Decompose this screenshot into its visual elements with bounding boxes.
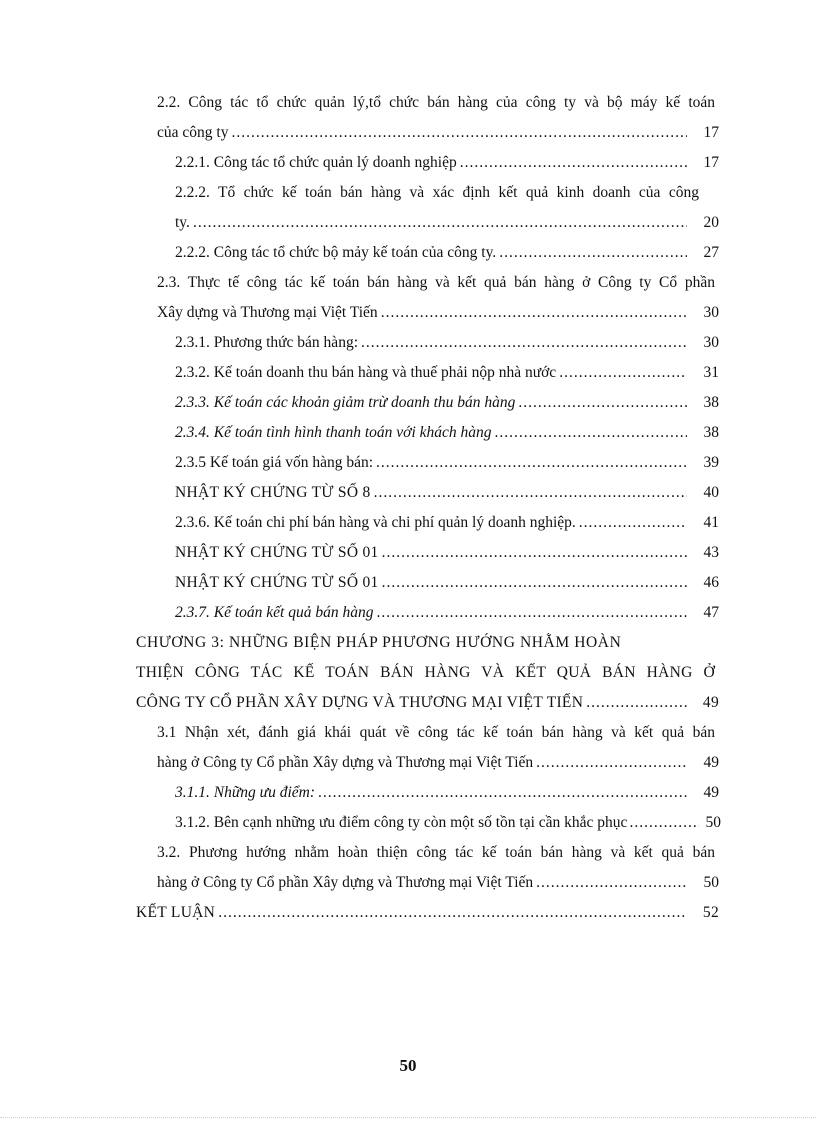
dot-leader — [536, 748, 687, 778]
toc-page-number: 40 — [703, 484, 719, 501]
toc-entry-2-3-line1: 2.3. Thực tế công tác kế toán bán hàng và kết quả bán hàng ở Công ty Cổ phần — [157, 274, 715, 291]
toc-entry-2-3-4 — [175, 418, 719, 448]
dot-leader — [318, 778, 687, 808]
page-bottom-border — [0, 1117, 816, 1118]
toc-chapter-3 — [136, 688, 719, 718]
toc-entry-text: của công ty — [157, 124, 229, 141]
toc-page-number: 49 — [702, 694, 719, 711]
dot-leader — [460, 148, 687, 178]
toc-chapter-3-line2: THIỆN CÔNG TÁC KẾ TOÁN BÁN HÀNG VÀ KẾT QUẢ BÁN HÀNG Ở — [136, 664, 715, 681]
toc-page-number: 31 — [703, 364, 719, 381]
toc-entry-text: 3.1.1. Những ưu điểm: — [175, 784, 316, 801]
toc-entry-nkct-01-b — [175, 568, 719, 598]
toc-entry-text: 2.2.2. Công tác tổ chức bộ mảy kế toán của công ty. — [175, 244, 497, 261]
toc-page-number: 52 — [702, 904, 719, 921]
toc-entry-2-3-1 — [175, 328, 719, 358]
toc-entry-conclusion — [136, 898, 719, 928]
toc-entry-2-3-2 — [175, 358, 719, 388]
toc-page-number: 50 — [703, 874, 719, 891]
toc-page-number: 20 — [703, 214, 719, 231]
toc-entry-3-1-2 — [175, 808, 721, 838]
toc-entry-text: NHẬT KÝ CHỨNG TỪ SỐ 8 — [175, 484, 371, 501]
toc-entry-text: KẾT LUẬN — [136, 904, 216, 921]
toc-entry-text: Xây dựng và Thương mại Việt Tiến — [157, 304, 378, 321]
dot-leader — [382, 538, 687, 568]
toc-entry-text: 2.3.6. Kế toán chi phí bán hàng và chi phí quản lý doanh nghiệp. — [175, 514, 576, 531]
dot-leader — [193, 208, 687, 238]
dot-leader — [376, 598, 687, 628]
toc-entry-text: 2.2.1. Công tác tổ chức quản lý doanh nghiệp — [175, 154, 457, 171]
toc-page-number: 27 — [703, 244, 719, 261]
dot-leader — [376, 448, 687, 478]
dot-leader — [495, 418, 687, 448]
toc-entry-text: hàng ở Công ty Cổ phần Xây dựng và Thương mại Việt Tiến — [157, 874, 534, 891]
toc-entry-text: 2.3.2. Kế toán doanh thu bán hàng và thuế phải nộp nhà nước — [175, 364, 557, 381]
toc-entry-nkct-01-a — [175, 538, 719, 568]
toc-entry-2-3-5 — [175, 448, 719, 478]
toc-page-number: 39 — [703, 454, 719, 471]
toc-entry-2-2-line1: 2.2. Công tác tổ chức quản lý,tổ chức bán hàng của công ty và bộ máy kế toán — [157, 94, 715, 111]
toc-entry-text: 2.3.4. Kế toán tình hình thanh toán với khách hàng — [175, 424, 492, 441]
dot-leader — [231, 118, 687, 148]
dot-leader — [579, 508, 687, 538]
toc-entry-2-3 — [157, 298, 719, 328]
toc-entry-text: CÔNG TY CỔ PHẦN XÂY DỰNG VÀ THƯƠNG MẠI VIỆT TIẾN — [136, 694, 584, 711]
toc-page-number: 38 — [703, 394, 719, 411]
toc-page-number: 38 — [703, 424, 719, 441]
toc-entry-2-2-2a-line1: 2.2.2. Tổ chức kế toán bán hàng và xác định kết quả kinh doanh của công — [175, 184, 699, 201]
toc-entry-3-2 — [157, 868, 719, 898]
toc-chapter-3-line1: CHƯƠNG 3: NHỮNG BIỆN PHÁP PHƯƠNG HƯỚNG NHẰM HOÀN — [136, 634, 622, 651]
toc-entry-text: NHẬT KÝ CHỨNG TỪ SỐ 01 — [175, 574, 379, 591]
dot-leader — [499, 238, 687, 268]
toc-entry-nkct-8 — [175, 478, 719, 508]
toc-page-number: 17 — [703, 154, 719, 171]
toc-page-number: 46 — [703, 574, 719, 591]
dot-leader — [536, 868, 687, 898]
toc-page-number: 49 — [703, 784, 719, 801]
toc-entry-text: 3.1.2. Bên cạnh những ưu điểm công ty còn một số tồn tại cần khắc phục — [175, 814, 628, 831]
toc-entry-text: 2.3.5 Kế toán giá vốn hàng bán: — [175, 454, 374, 471]
page-number: 50 — [399, 1056, 417, 1075]
dot-leader — [559, 358, 687, 388]
toc-entry-2-2-2a — [175, 208, 719, 238]
toc-entry-3-1 — [157, 748, 719, 778]
dot-leader — [374, 478, 687, 508]
toc-entry-2-2-2b — [175, 238, 719, 268]
dot-leader — [382, 568, 687, 598]
toc-page-number: 49 — [703, 754, 719, 771]
dot-leader — [361, 328, 687, 358]
toc-page-number: 30 — [703, 304, 719, 321]
dot-leader — [518, 388, 687, 418]
dot-leader — [218, 898, 687, 928]
toc-page-number: 30 — [703, 334, 719, 351]
toc-entry-3-1-1 — [175, 778, 719, 808]
toc-page-number: 50 — [705, 814, 721, 831]
toc-entry-text: ty. — [175, 214, 190, 231]
toc-page-number: 41 — [703, 514, 719, 531]
toc-entry-text: 2.3.3. Kế toán các khoản giảm trừ doanh thu bán hàng — [175, 394, 516, 411]
toc-entry-3-2-line1: 3.2. Phương hướng nhằm hoàn thiện công tác kế toán bán hàng và kết quả bán — [157, 844, 715, 861]
dot-leader — [381, 298, 687, 328]
toc-page-number: 43 — [703, 544, 719, 561]
toc-entry-2-3-3 — [175, 388, 719, 418]
toc-entry-2-3-7 — [175, 598, 719, 628]
toc-entry-3-1-line1: 3.1 Nhận xét, đánh giá khái quát về công tác kế toán bán hàng và kết quả bán — [157, 724, 715, 741]
toc-entry-2-2-1 — [175, 148, 719, 178]
toc-entry-2-3-6 — [175, 508, 719, 538]
toc-entry-text: 2.3.1. Phương thức bán hàng: — [175, 334, 358, 351]
toc-entry-text: NHẬT KÝ CHỨNG TỪ SỐ 01 — [175, 544, 379, 561]
dot-leader — [586, 688, 687, 718]
dot-leader — [629, 808, 699, 838]
toc-page-number: 47 — [703, 604, 719, 621]
toc-entry-text: hàng ở Công ty Cổ phần Xây dựng và Thương mại Việt Tiến — [157, 754, 534, 771]
toc-entry-2-2 — [157, 118, 719, 148]
toc-entry-text: 2.3.7. Kế toán kết quả bán hàng — [175, 604, 374, 621]
toc-page-number: 17 — [703, 124, 719, 141]
